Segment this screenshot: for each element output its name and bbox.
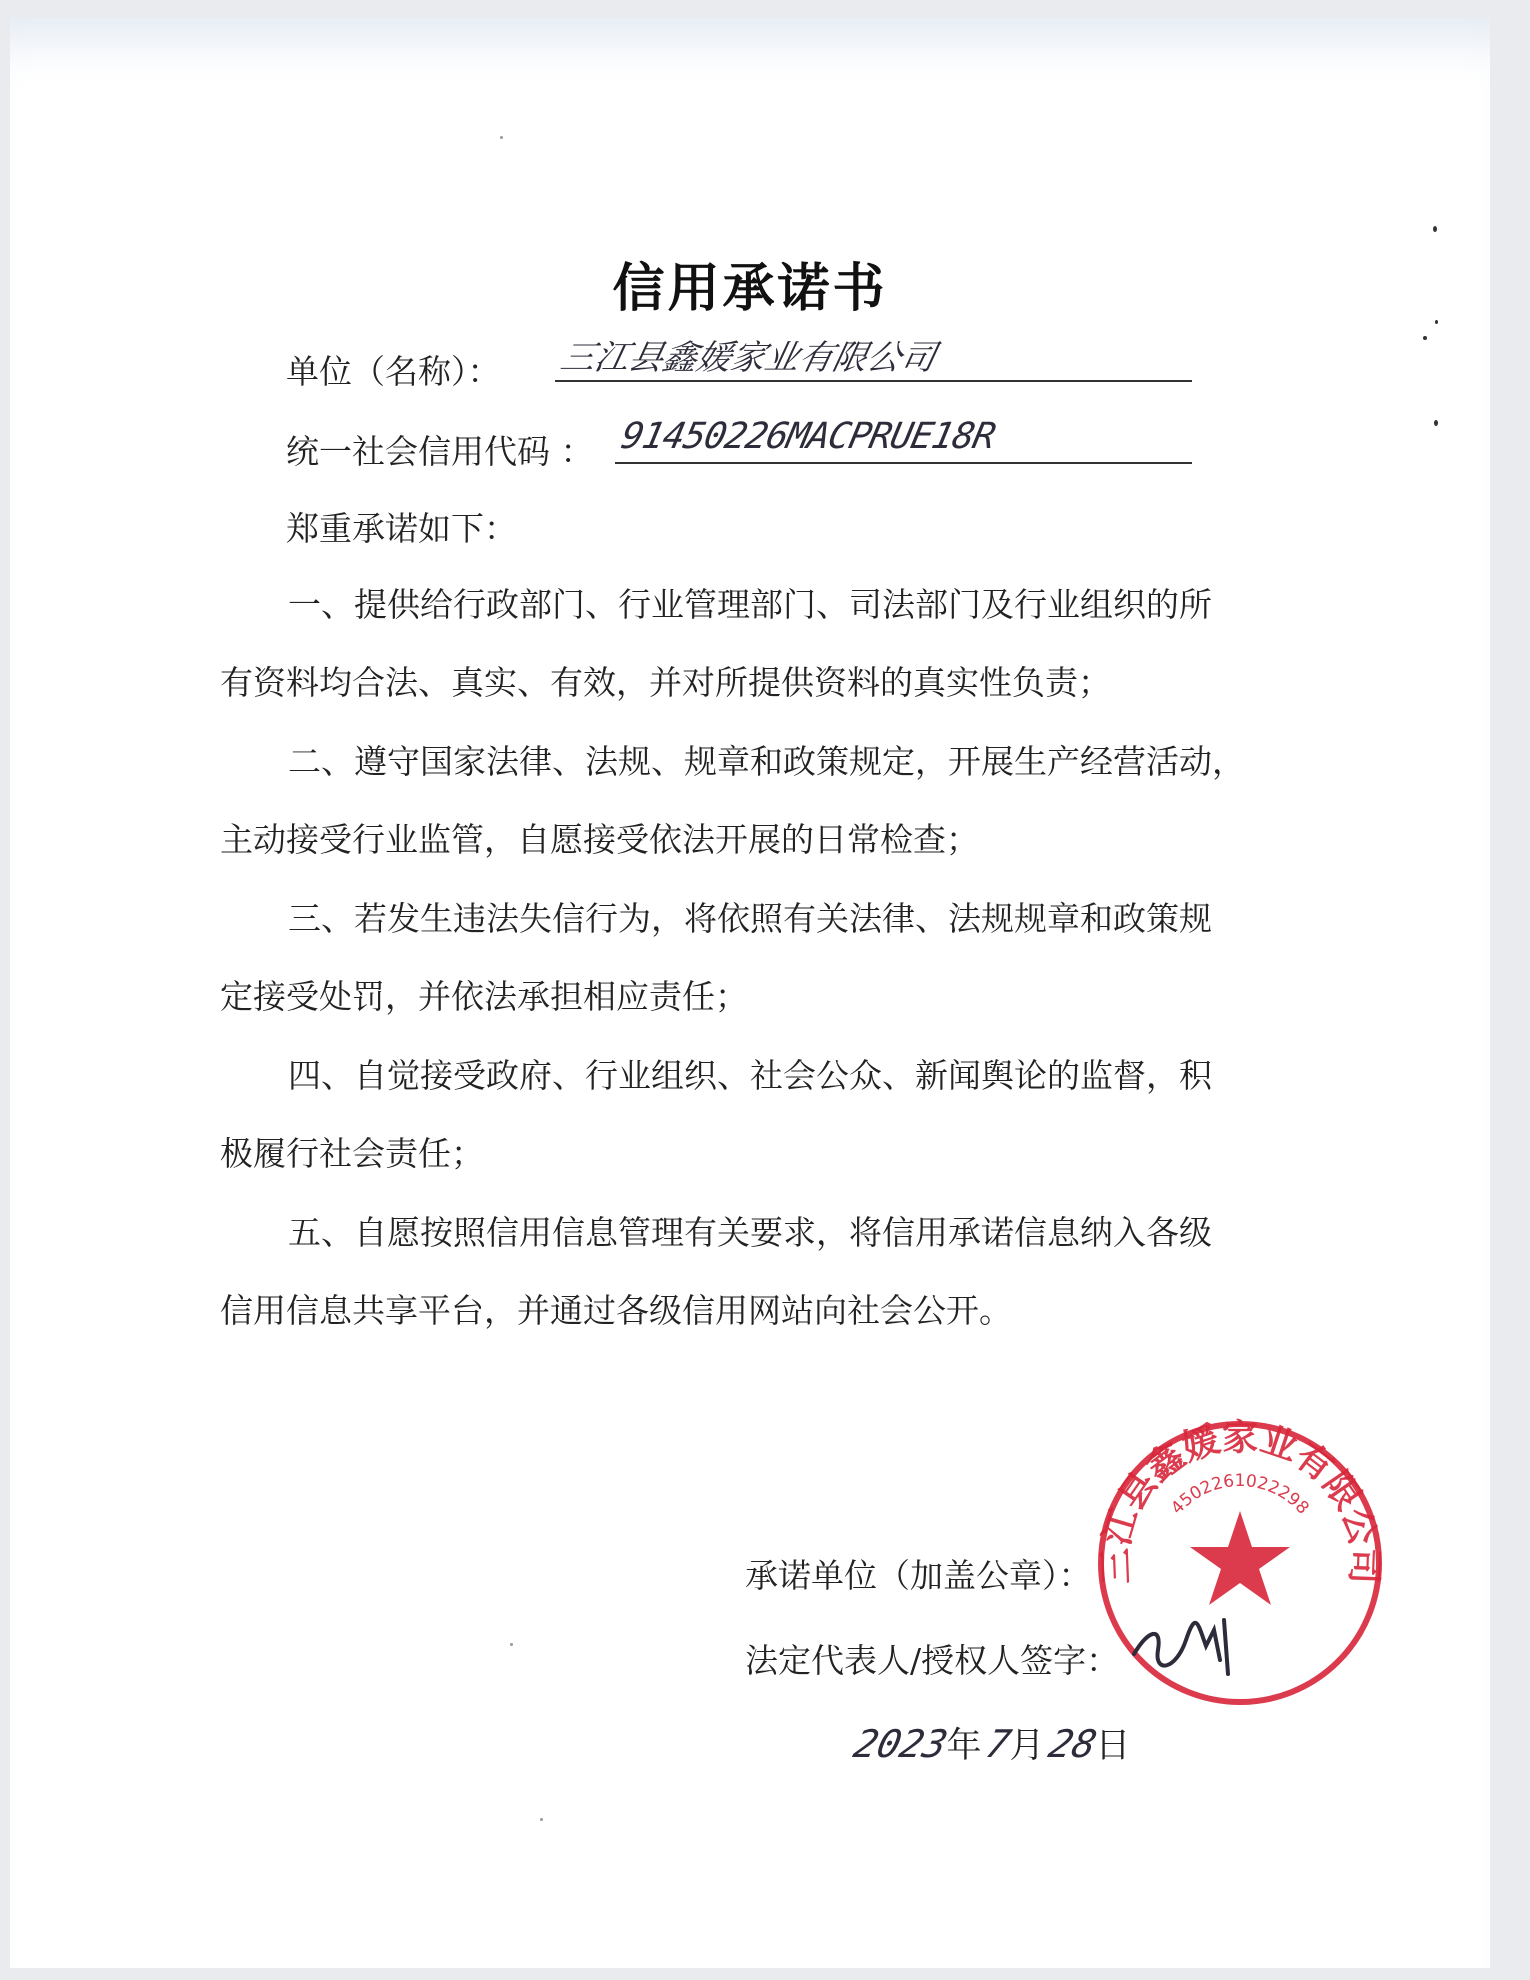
document-title: 信用承诺书 [612,258,888,319]
clause-4-line-2: 极履行社会责任； [220,1134,484,1173]
clause-2-line-1: 二、遵守国家法律、法规、规章和政策规定，开展生产经营活动， [288,742,1245,781]
unit-name-label: 单位（名称）： [286,352,501,391]
commitment-intro: 郑重承诺如下： [286,509,517,548]
credit-code-label: 统一社会信用代码 ： [286,432,594,471]
date-day: 28 [1044,1722,1101,1766]
clause-5-line-1: 五、自愿按照信用信息管理有关要求，将信用承诺信息纳入各级 [288,1213,1212,1252]
date-month: 7 [981,1722,1016,1766]
seal-company-name: 三江县鑫媛家业有限公司 [1095,1417,1385,1585]
clause-2-line-2: 主动接受行业监管，自愿接受依法开展的日常检查； [220,820,979,859]
signing-date [849,1718,1131,1768]
clause-4 [220,1037,1270,1193]
clause-3-line-1: 三、若发生违法失信行为，将依照有关法律、法规规章和政策规 [288,899,1212,938]
clause-5 [220,1194,1270,1350]
scan-speck [510,1643,513,1646]
seal-number: 4502261022298 [1167,1471,1313,1519]
clause-3 [220,880,1270,1036]
seal-star-icon [1190,1511,1290,1605]
date-day-char: 日 [1095,1726,1131,1766]
clause-2 [220,723,1270,879]
unit-name-handwritten: 三江县鑫媛家业有限公司 [557,338,940,378]
signature-scribble [1128,1610,1238,1680]
date-year-char: 年 [946,1726,982,1766]
clause-1-line-1: 一、提供给行政部门、行业管理部门、司法部门及行业组织的所 [288,585,1212,624]
clause-1 [220,566,1270,722]
date-month-char: 月 [1009,1726,1045,1766]
clause-4-line-1: 四、自觉接受政府、行业组织、社会公众、新闻舆论的监督，积 [288,1056,1212,1095]
legal-representative-label: 法定代表人/授权人签字： [745,1641,1120,1680]
scan-speck [1423,336,1427,340]
clause-1-line-2: 有资料均合法、真实、有效，并对所提供资料的真实性负责； [220,663,1111,702]
scan-speck [1433,226,1437,232]
committing-unit-label: 承诺单位（加盖公章）： [745,1556,1092,1595]
clause-5-line-2: 信用信息共享平台，并通过各级信用网站向社会公开。 [220,1291,1012,1330]
scan-speck [1434,420,1438,426]
document-page [10,18,1490,1968]
scan-speck [500,136,503,139]
date-year: 2023 [849,1722,953,1766]
credit-code-underline [615,462,1192,464]
unit-name-underline [555,380,1192,382]
credit-code-handwritten: 91450226MACPRUE18R [617,416,999,457]
scan-speck [540,1818,543,1821]
clause-3-line-2: 定接受处罚，并依法承担相应责任； [220,977,748,1016]
